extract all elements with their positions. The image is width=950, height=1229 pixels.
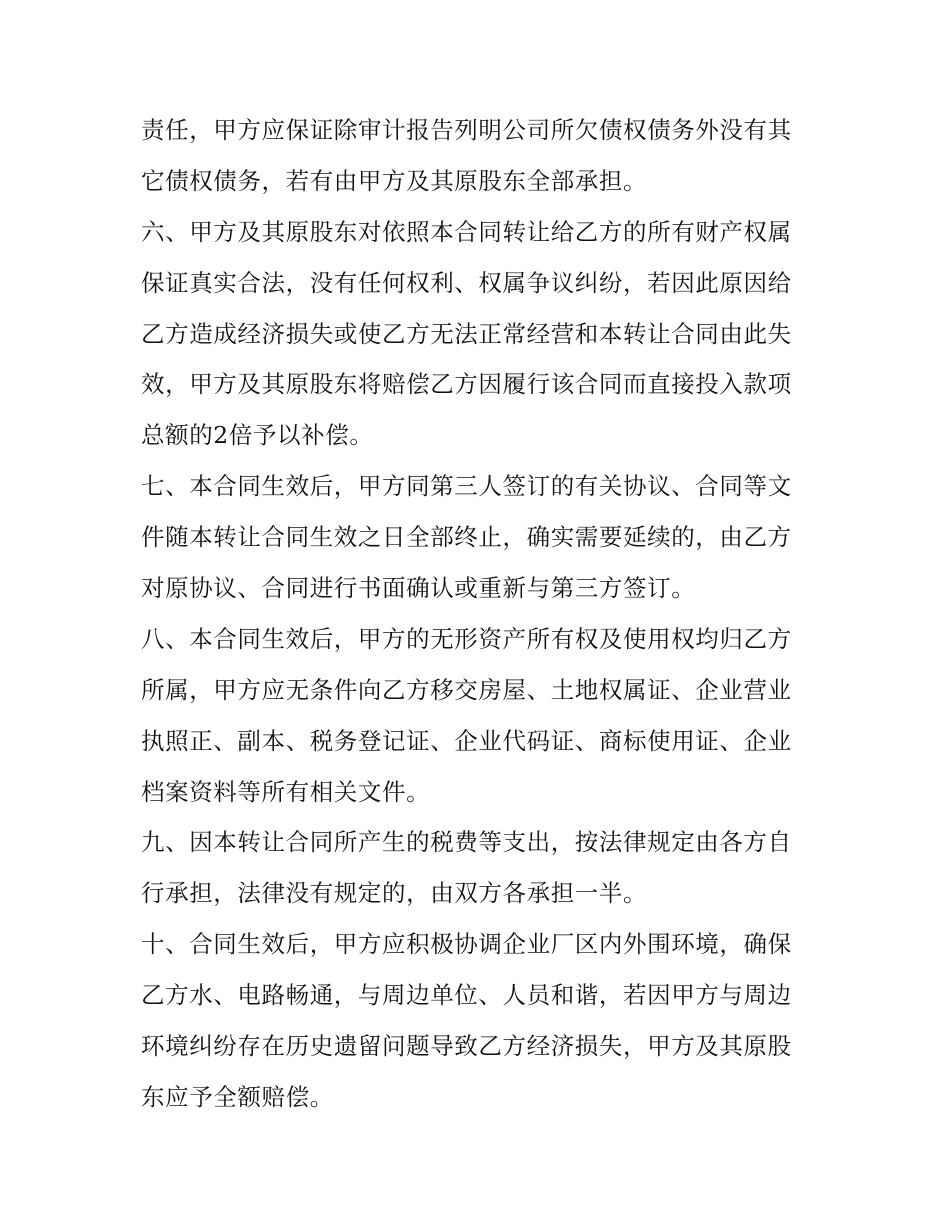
- text-line: 七、本合同生效后，甲方同第三人签订的有关协议、合同等文: [141, 472, 792, 501]
- text-line: 对原协议、合同进行书面确认或重新与第三方签订。: [141, 574, 696, 603]
- text-line: 件随本转让合同生效之日全部终止，确实需要延续的，由乙方: [141, 523, 792, 552]
- text-line: 十、合同生效后，甲方应积极协调企业厂区内外围环境，确保: [141, 930, 792, 959]
- text-line: 总额的2倍予以补偿。: [141, 421, 374, 450]
- text-line: 责任，甲方应保证除审计报告列明公司所欠债权债务外没有其: [141, 116, 792, 144]
- document-body: [141, 105, 821, 1123]
- text-line: 乙方水、电路畅通，与周边单位、人员和谐，若因甲方与周边: [141, 981, 792, 1010]
- text-line: 它债权债务，若有由甲方及其原股东全部承担。: [141, 166, 648, 195]
- text-line: 六、甲方及其原股东对依照本合同转让给乙方的所有财产权属: [141, 217, 792, 246]
- text-line: 八、本合同生效后，甲方的无形资产所有权及使用权均归乙方: [141, 624, 792, 653]
- text-line: 档案资料等所有相关文件。: [141, 777, 431, 806]
- text-line: 环境纠纷存在历史遗留问题导致乙方经济损失，甲方及其原股: [141, 1032, 792, 1061]
- text-line: 效，甲方及其原股东将赔偿乙方因履行该合同而直接投入款项: [141, 370, 792, 399]
- text-line: 东应予全额赔偿。: [141, 1082, 334, 1111]
- text-line: 所属，甲方应无条件向乙方移交房屋、土地权属证、企业营业: [141, 675, 792, 704]
- text-line: 保证真实合法，没有任何权利、权属争议纠纷，若因此原因给: [141, 268, 792, 297]
- text-line: 九、因本转让合同所产生的税费等支出，按法律规定由各方自: [141, 828, 792, 857]
- text-line: 乙方造成经济损失或使乙方无法正常经营和本转让合同由此失: [141, 319, 792, 348]
- text-line: 执照正、副本、税务登记证、企业代码证、商标使用证、企业: [141, 726, 792, 755]
- text-line: 行承担，法律没有规定的，由双方各承担一半。: [141, 879, 648, 908]
